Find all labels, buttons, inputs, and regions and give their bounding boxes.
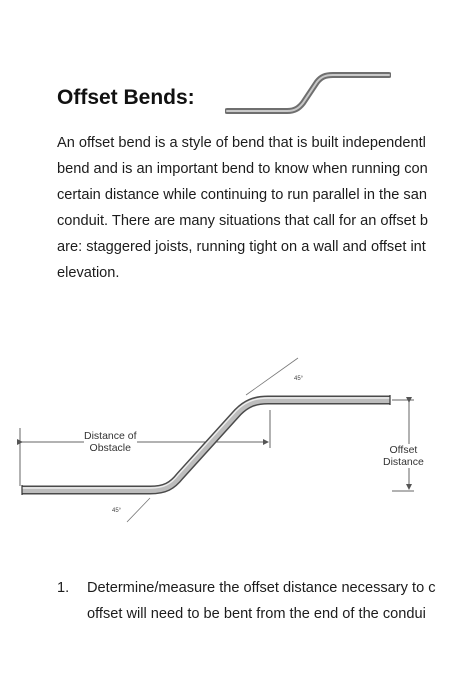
paragraph-line: conduit. There are many situations that call for an offset b [57,213,429,229]
obstacle-label-line: Distance of [84,430,137,442]
paragraph-line: bend and is an important bend to know when running con [57,161,428,177]
list-item-text [87,575,474,627]
section-heading: Offset Bends: [57,86,195,109]
intro-paragraph [57,130,474,286]
offset-label-line: Distance [383,456,424,468]
obstacle-label-line: Obstacle [89,442,131,454]
angle-label-top: 45° [294,376,304,382]
list-item-line: offset will need to be bent from the end of the condui [87,606,426,622]
paragraph-line: An offset bend is a style of bend that is built independentl [57,135,426,151]
paragraph-line: are: staggered joists, running tight on a wall and offset int [57,239,426,255]
list-item-number: 1. [57,580,70,596]
angle-guide-bottom [127,498,150,522]
paragraph-line: certain distance while continuing to run parallel in the san [57,187,427,203]
paragraph-line: elevation. [57,265,120,281]
list-item-line: Determine/measure the offset distance necessary to c [87,580,436,596]
offset-label-line: Offset [389,444,418,456]
distance-of-obstacle-label [84,430,137,454]
angle-label-bottom: 45° [112,508,122,514]
offset-bend-icon [225,68,391,120]
offset-distance-label [383,444,424,468]
angle-guide-top [246,358,298,395]
offset-bend-diagram [0,350,474,550]
